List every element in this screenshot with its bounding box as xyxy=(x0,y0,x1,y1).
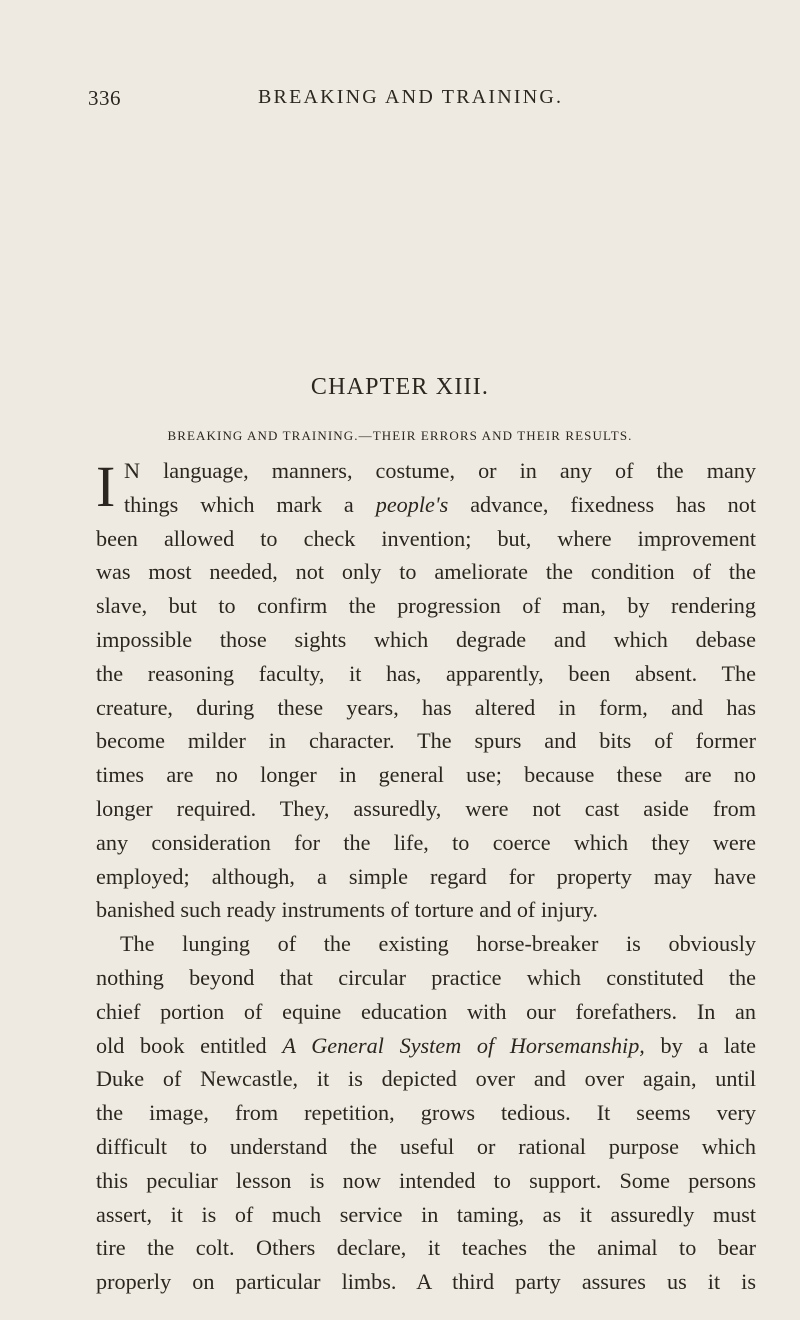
chapter-heading: CHAPTER XIII. xyxy=(310,374,490,400)
book-title: A General System of Horsemanship, xyxy=(282,1032,645,1058)
text-line: N language, manners, costume, or in any of the many xyxy=(124,458,756,483)
text-line: this peculiar lesson is now intended to support. Some persons xyxy=(96,1167,756,1193)
text-line: properly on particular limbs. A third party assures us it is xyxy=(96,1269,756,1295)
text-line: the image, from repetition, grows tedious. It seems very xyxy=(96,1100,756,1126)
text-line: things which mark a people's advance, fixedness has not xyxy=(124,491,757,517)
text-line: The lunging of the existing horse-breaker is obviously xyxy=(120,931,756,957)
text-line: banished such ready instruments of torture and of injury. xyxy=(96,897,598,923)
page-number: 336 xyxy=(88,86,121,110)
body-text xyxy=(96,454,756,1299)
text-line: longer required. They, assuredly, were not cast aside from xyxy=(96,795,756,821)
text-line: old book entitled A General System of Horsemanship, by a late xyxy=(96,1032,756,1058)
running-head xyxy=(88,86,750,116)
text-line: impossible those sights which degrade and which debase xyxy=(96,626,756,652)
text-line: assert, it is of much service in taming, as it assuredly must xyxy=(96,1201,756,1227)
text-line: times are no longer in general use; because these are no xyxy=(96,762,756,788)
drop-cap: I xyxy=(96,454,116,519)
text-line: difficult to understand the useful or rational purpose which xyxy=(96,1133,756,1159)
running-title: BREAKING AND TRAINING. xyxy=(258,86,564,108)
italic-word: people's xyxy=(375,491,449,517)
text-line: been allowed to check invention; but, where improvement xyxy=(96,525,756,551)
text-line: nothing beyond that circular practice which constituted the xyxy=(96,964,756,990)
text-line: slave, but to confirm the progression of man, by rendering xyxy=(96,593,756,619)
text-line: employed; although, a simple regard for property may have xyxy=(96,863,756,889)
chapter-subtitle: BREAKING AND TRAINING.—THEIR ERRORS AND THEIR RESULTS. xyxy=(167,428,633,443)
text-line: tire the colt. Others declare, it teaches the animal to bear xyxy=(96,1235,756,1261)
text-line: creature, during these years, has altered in form, and has xyxy=(96,694,756,720)
text-line: was most needed, not only to ameliorate the condition of the xyxy=(96,559,756,585)
text-line: become milder in character. The spurs and bits of former xyxy=(96,728,756,754)
text-line: the reasoning faculty, it has, apparently, been absent. The xyxy=(96,660,756,686)
drop-cap-continuation: N xyxy=(124,458,141,483)
text-line: chief portion of equine education with our forefathers. In an xyxy=(96,998,756,1024)
text-line: Duke of Newcastle, it is depicted over and over again, until xyxy=(96,1066,756,1092)
text-line: any consideration for the life, to coerce which they were xyxy=(96,829,756,855)
